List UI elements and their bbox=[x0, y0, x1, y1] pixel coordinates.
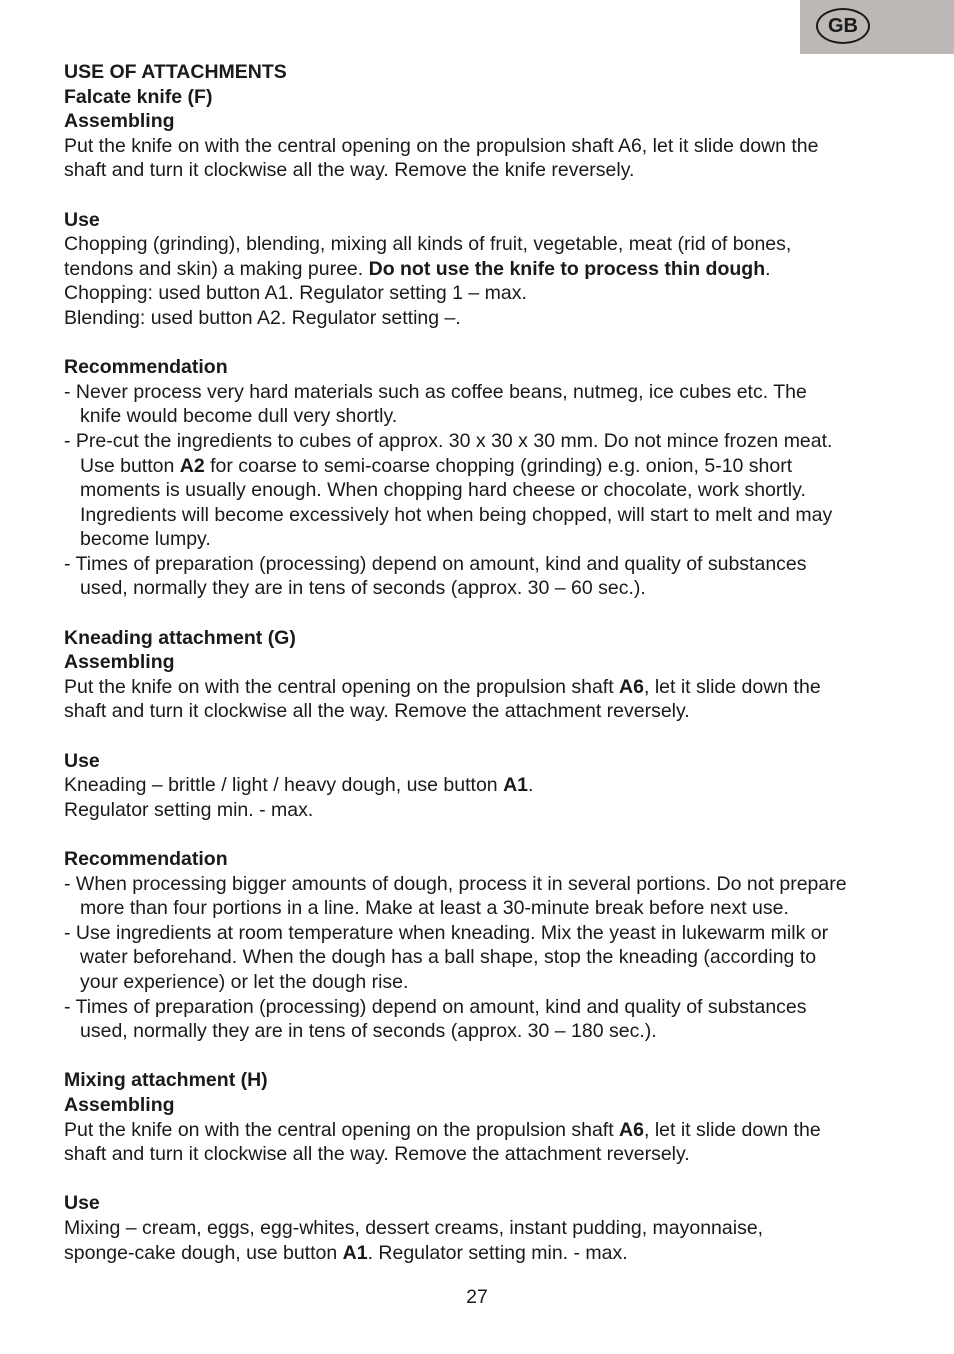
paragraph-line: Put the knife on with the central opening on the propulsion shaft A6, let it slide down the bbox=[64, 134, 819, 157]
paragraph-line bbox=[64, 1118, 894, 1143]
subheading-recommendation: Recommendation bbox=[64, 356, 228, 379]
list-item-continuation bbox=[64, 454, 894, 479]
list-item-continuation: water beforehand. When the dough has a ball shape, stop the kneading (according to bbox=[80, 946, 817, 969]
paragraph-line: shaft and turn it clockwise all the way. Remove the knife reversely. bbox=[64, 159, 635, 182]
button-reference: A1 bbox=[503, 774, 528, 797]
list-item-continuation: become lumpy. bbox=[80, 528, 211, 551]
section-heading-mixing-attachment: Mixing attachment (H) bbox=[64, 1069, 268, 1092]
paragraph-line bbox=[64, 1241, 894, 1266]
paragraph-line bbox=[64, 675, 894, 700]
paragraph-line bbox=[64, 257, 894, 282]
subheading-assembling: Assembling bbox=[64, 110, 175, 133]
list-item-continuation: used, normally they are in tens of seconds (approx. 30 – 60 sec.). bbox=[80, 577, 646, 600]
shaft-reference: A6 bbox=[619, 1118, 644, 1141]
text-span: for coarse to semi-coarse chopping (grinding) e.g. onion, 5-10 short bbox=[204, 454, 793, 477]
page-number: 27 bbox=[466, 1286, 488, 1308]
language-badge: GB bbox=[816, 8, 870, 44]
subheading-assembling: Assembling bbox=[64, 651, 175, 674]
paragraph-line: Blending: used button A2. Regulator setting –. bbox=[64, 306, 461, 329]
paragraph-line: shaft and turn it clockwise all the way. Remove the attachment reversely. bbox=[64, 700, 690, 723]
paragraph-line: Mixing – cream, eggs, egg-whites, dessert creams, instant pudding, mayonnaise, bbox=[64, 1216, 764, 1239]
spacer bbox=[64, 1044, 894, 1069]
paragraph-line: Chopping (grinding), blending, mixing all kinds of fruit, vegetable, meat (rid of bones, bbox=[64, 233, 792, 256]
list-item-continuation: used, normally they are in tens of seconds (approx. 30 – 180 sec.). bbox=[80, 1020, 657, 1043]
paragraph-line: shaft and turn it clockwise all the way. Remove the attachment reversely. bbox=[64, 1143, 690, 1166]
subheading-recommendation: Recommendation bbox=[64, 848, 228, 870]
subheading-assembling: Assembling bbox=[64, 1093, 175, 1116]
list-item-continuation: knife would become dull very shortly. bbox=[80, 405, 398, 428]
text-span: . bbox=[528, 774, 534, 797]
list-item-continuation: moments is usually enough. When chopping hard cheese or chocolate, work shortly. bbox=[80, 479, 806, 502]
list-item: - Times of preparation (processing) depend on amount, kind and quality of substances bbox=[64, 995, 807, 1018]
list-item: - When processing bigger amounts of dough, process it in several portions. Do not prepare bbox=[64, 872, 847, 895]
list-item-continuation: more than four portions in a line. Make at least a 30-minute break before next use. bbox=[80, 897, 789, 920]
text-span: tendons and skin) a making puree. bbox=[64, 257, 369, 280]
list-item-continuation: Ingredients will become excessively hot when being chopped, will start to melt and may bbox=[80, 503, 833, 526]
spacer bbox=[64, 183, 894, 208]
shaft-reference: A6 bbox=[619, 675, 644, 698]
spacer bbox=[64, 331, 894, 356]
text-span: . Regulator setting min. - max. bbox=[367, 1241, 628, 1264]
text-span: Put the knife on with the central opening on the propulsion shaft bbox=[64, 1118, 620, 1141]
spacer bbox=[64, 601, 894, 626]
spacer bbox=[64, 724, 894, 749]
spacer bbox=[64, 1167, 894, 1192]
section-heading-falcate-knife: Falcate knife (F) bbox=[64, 85, 213, 108]
button-reference: A2 bbox=[179, 454, 205, 477]
manual-page-content bbox=[64, 60, 894, 1265]
list-item: - Use ingredients at room temperature when kneading. Mix the yeast in lukewarm milk or bbox=[64, 921, 829, 944]
list-item: - Pre-cut the ingredients to cubes of approx. 30 x 30 x 30 mm. Do not mince frozen meat. bbox=[64, 429, 833, 452]
spacer bbox=[64, 822, 894, 847]
warning-text: Do not use the knife to process thin dough bbox=[368, 257, 766, 280]
language-tab bbox=[800, 0, 954, 54]
text-span: Use button bbox=[80, 454, 180, 477]
text-span: Put the knife on with the central opening on the propulsion shaft bbox=[64, 675, 620, 698]
subheading-use: Use bbox=[64, 1192, 100, 1215]
subheading-use: Use bbox=[64, 749, 100, 772]
paragraph-line: Chopping: used button A1. Regulator setting 1 – max. bbox=[64, 282, 527, 305]
text-span: . bbox=[765, 257, 771, 280]
section-heading-kneading-attachment: Kneading attachment (G) bbox=[64, 626, 296, 649]
text-span: Kneading – brittle / light / heavy dough, use button bbox=[64, 774, 504, 797]
list-item: - Never process very hard materials such as coffee beans, nutmeg, ice cubes etc. The bbox=[64, 380, 807, 403]
text-span: , let it slide down the bbox=[643, 1118, 821, 1141]
page-title: USE OF ATTACHMENTS bbox=[64, 61, 287, 83]
paragraph-line: Regulator setting min. - max. bbox=[64, 798, 314, 821]
text-span: sponge-cake dough, use button bbox=[64, 1241, 343, 1264]
list-item: - Times of preparation (processing) depend on amount, kind and quality of substances bbox=[64, 552, 807, 575]
subheading-use: Use bbox=[64, 208, 100, 231]
button-reference: A1 bbox=[342, 1241, 368, 1264]
text-span: , let it slide down the bbox=[643, 675, 821, 698]
paragraph-line bbox=[64, 773, 894, 798]
list-item-continuation: your experience) or let the dough rise. bbox=[80, 970, 409, 993]
